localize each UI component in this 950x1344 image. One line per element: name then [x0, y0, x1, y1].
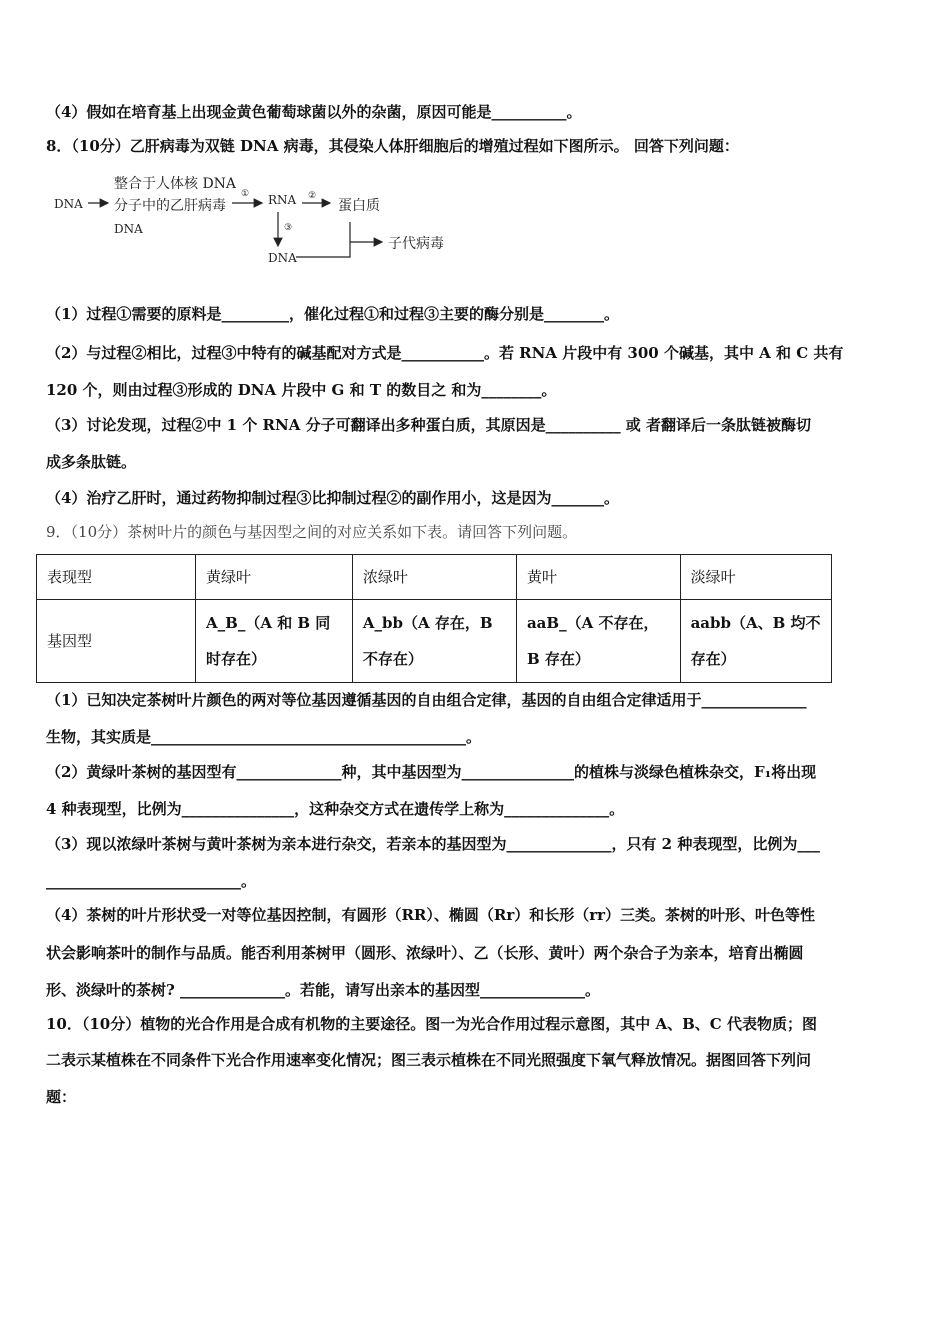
table-row-label: 基因型	[37, 600, 196, 683]
table-header-cell: 浓绿叶	[352, 555, 516, 600]
q9-part2-a: （2）黄绿叶茶树的基因型有______________种，其中基因型为_______________的植株与淡绿色植株杂交，F₁将出现	[46, 763, 817, 781]
q10-stem-b: 二表示某植株在不同条件下光合作用速率变化情况；图三表示植株在不同光照强度下氧气释放情况。据图回答下列问	[46, 1051, 812, 1069]
diagram-integrated-line2: 分子中的乙肝病毒	[114, 198, 226, 214]
diagram-offspring: 子代病毒	[388, 236, 444, 252]
q8-part3-a: （3）讨论发现，过程②中 1 个 RNA 分子可翻译出多种蛋白质，其原因是__________ 或 者翻译后一条肽链被酶切	[46, 416, 812, 434]
q8-part1: （1）过程①需要的原料是_________，催化过程①和过程③主要的酶分别是________。	[46, 305, 619, 323]
diagram-step3: ③	[284, 223, 293, 233]
q9-part3-a: （3）现以浓绿叶茶树与黄叶茶树为亲本进行杂交，若亲本的基因型为______________，只有 2 种表现型，比例为___	[46, 835, 820, 853]
q7-part4: （4）假如在培育基上出现金黄色葡萄球菌以外的杂菌，原因可能是__________。	[46, 103, 582, 121]
q9-part3-b: __________________________。	[46, 872, 257, 890]
diagram-rna: RNA	[268, 193, 297, 207]
table-cell: A_bb（A 存在，B 不存在）	[352, 600, 516, 683]
q9-stem: 9．（10分）茶树叶片的颜色与基因型之间的对应关系如下表。请回答下列问题。	[46, 523, 578, 541]
table-header-cell: 黄叶	[516, 555, 680, 600]
q8-part2-a: （2）与过程②相比，过程③中特有的碱基配对方式是___________。若 RNA 片段中有 300 个碱基，其中 A 和 C 共有	[46, 344, 844, 362]
q9-part4-c: 形、淡绿叶的茶树? ______________。若能，请写出亲本的基因型______________。	[46, 981, 601, 999]
diagram-dna2: DNA	[268, 251, 297, 265]
table-cell: aaB_（A 不存在，B 存在）	[516, 600, 680, 683]
diagram-step1: ①	[241, 189, 250, 199]
q9-part4-a: （4）茶树的叶片形状受一对等位基因控制，有圆形（RR）、椭圆（Rr）和长形（rr）三类。茶树的叶形、叶色等性	[46, 906, 816, 924]
q8-stem: 8．（10分）乙肝病毒为双链 DNA 病毒，其侵染人体肝细胞后的增殖过程如下图所示。 回答下列问题：	[46, 137, 739, 155]
table-cell: aabb（A、B 均不存在）	[680, 600, 831, 683]
table-row	[37, 600, 832, 683]
diagram-integrated-line3: DNA	[114, 222, 143, 236]
table-row	[37, 555, 832, 600]
q9-part2-b: 4 种表现型，比例为_______________，这种杂交方式在遗传学上称为______________。	[46, 800, 625, 818]
diagram-protein: 蛋白质	[338, 198, 380, 214]
diagram-dna: DNA	[54, 197, 83, 211]
q9-part4-b: 状会影响茶叶的制作与品质。能否利用茶树甲（圆形、浓绿叶）、乙（长形、黄叶）两个杂合子为亲本，培育出椭圆	[46, 944, 804, 962]
q10-stem-c: 题：	[46, 1088, 77, 1106]
hbv-replication-diagram	[52, 172, 472, 272]
q10-stem-a: 10．（10分）植物的光合作用是合成有机物的主要途径。图一为光合作用过程示意图，其中 A、B、C 代表物质；图	[46, 1015, 817, 1033]
leaf-color-table	[36, 554, 832, 683]
diagram-step2: ②	[308, 191, 317, 201]
table-header-cell: 淡绿叶	[680, 555, 831, 600]
q8-part2-b: 120 个，则由过程③形成的 DNA 片段中 G 和 T 的数目之 和为________。	[46, 381, 557, 399]
q8-part4: （4）治疗乙肝时，通过药物抑制过程③比抑制过程②的副作用小，这是因为_______。	[46, 489, 619, 507]
table-header-cell: 表现型	[37, 555, 196, 600]
diagram-integrated-line1: 整合于人体核 DNA	[114, 176, 237, 192]
table-cell: A_B_（A 和 B 同时存在）	[196, 600, 353, 683]
q8-part3-b: 成多条肽链。	[46, 453, 137, 471]
q9-part1-a: （1）已知决定茶树叶片颜色的两对等位基因遵循基因的自由组合定律，基因的自由组合定律适用于______________	[46, 691, 807, 709]
table-header-cell: 黄绿叶	[196, 555, 353, 600]
q9-part1-b: 生物，其实质是__________________________________________。	[46, 728, 482, 746]
